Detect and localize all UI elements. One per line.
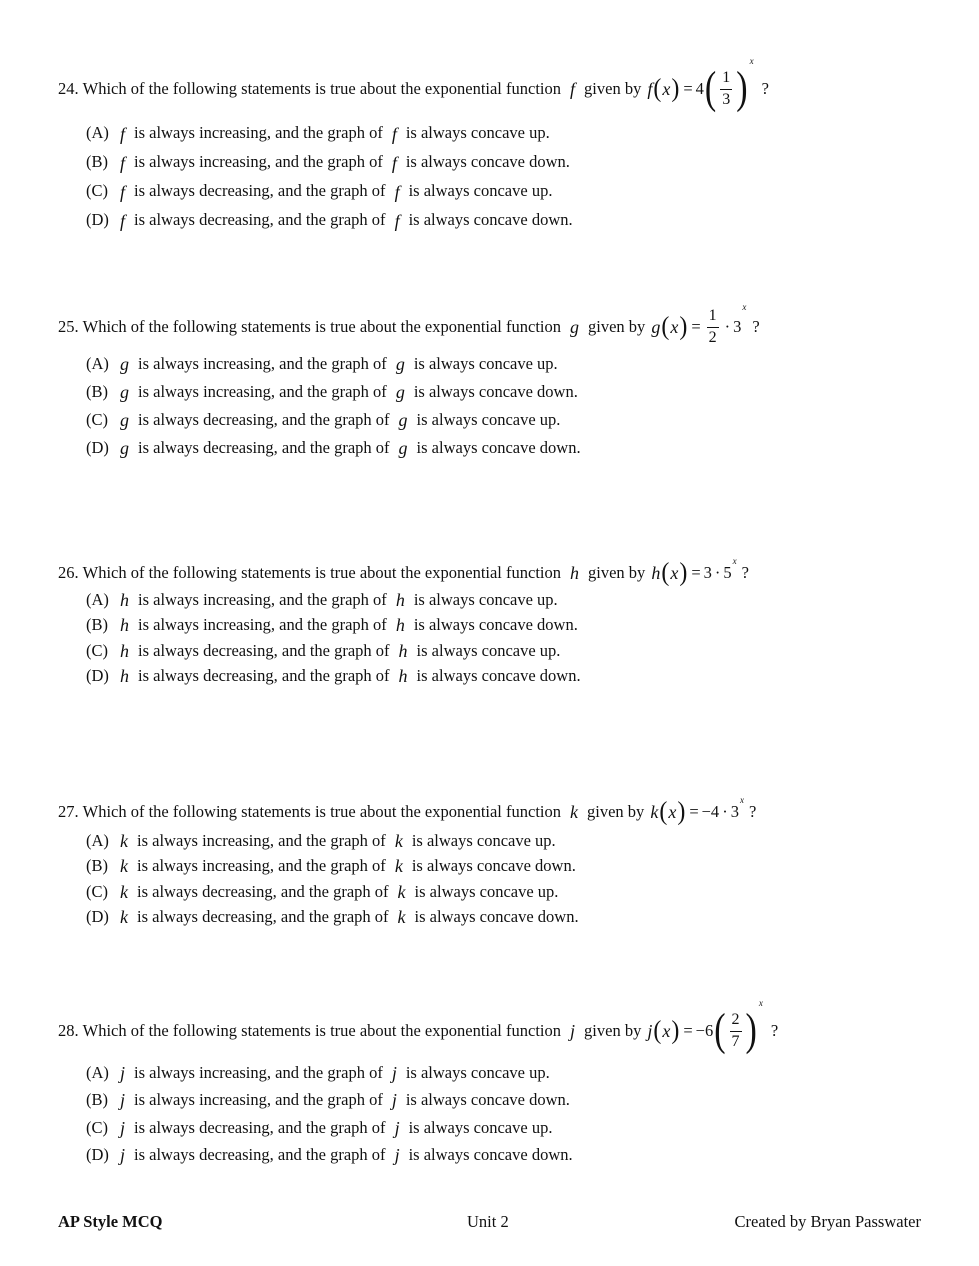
choice-text-end: is always concave up. bbox=[411, 830, 556, 850]
formula-equals: = bbox=[683, 78, 693, 98]
choice-a[interactable] bbox=[86, 828, 938, 854]
formula-base: 3 bbox=[730, 801, 739, 821]
choice-variable: h bbox=[120, 589, 129, 610]
choice-label: (D) bbox=[86, 1145, 109, 1164]
choice-text-end: is always concave down. bbox=[413, 615, 578, 634]
choice-variable: f bbox=[120, 152, 126, 173]
choice-text-end: is always concave down. bbox=[405, 1090, 570, 1109]
choice-variable: k bbox=[397, 881, 406, 902]
choice-text-end: is always concave up. bbox=[416, 409, 561, 429]
choice-text: is always decreasing, and the graph of bbox=[138, 640, 390, 660]
question-number: 27. bbox=[58, 801, 79, 821]
choice-text-end: is always concave down. bbox=[411, 856, 576, 875]
choice-label: (B) bbox=[86, 856, 108, 875]
stem-text: Which of the following statements is true about the exponential function bbox=[82, 78, 562, 98]
choice-label: (A) bbox=[86, 589, 109, 609]
choice-variable: f bbox=[394, 181, 400, 202]
given-by-text: given by bbox=[587, 801, 645, 821]
choice-variable: f bbox=[394, 210, 400, 231]
choice-label: (A) bbox=[86, 1062, 109, 1082]
formula-name: j bbox=[647, 1021, 653, 1041]
choice-text-end: is always concave up. bbox=[413, 353, 558, 373]
choice-text-end: is always concave down. bbox=[414, 907, 579, 926]
choice-variable: k bbox=[120, 907, 128, 928]
formula-fraction bbox=[730, 1011, 742, 1051]
formula-arg: x bbox=[668, 802, 677, 822]
choice-text: is always decreasing, and the graph of bbox=[134, 210, 386, 230]
stem-text: Which of the following statements is true about the exponential function bbox=[82, 1020, 562, 1040]
choice-variable: g bbox=[120, 382, 129, 402]
answer-choices bbox=[86, 1059, 938, 1169]
choice-variable: f bbox=[391, 152, 397, 173]
footer-center: Unit 2 bbox=[467, 1212, 509, 1231]
choice-label: (C) bbox=[86, 1117, 108, 1137]
choice-a[interactable] bbox=[86, 350, 938, 378]
choice-d[interactable] bbox=[86, 905, 938, 931]
choice-text-end: is always concave up. bbox=[413, 589, 558, 609]
choice-variable: h bbox=[120, 615, 129, 636]
choice-d[interactable] bbox=[86, 1142, 938, 1170]
choice-variable: k bbox=[394, 830, 403, 851]
choice-variable: j bbox=[391, 1090, 397, 1111]
question-number: 25. bbox=[58, 316, 79, 336]
choice-b[interactable] bbox=[86, 854, 938, 880]
choice-label: (D) bbox=[86, 210, 109, 230]
fraction-numerator: 1 bbox=[707, 307, 719, 327]
given-by-text: given by bbox=[584, 78, 642, 98]
question-stem bbox=[58, 304, 938, 350]
choice-variable: g bbox=[395, 354, 405, 374]
answer-choices bbox=[86, 587, 938, 689]
choice-variable: j bbox=[391, 1062, 397, 1083]
footer-left: AP Style MCQ bbox=[58, 1212, 163, 1231]
function-formula: f ( x ) = 4 ( $\frac{1}{3}$ ) x bbox=[647, 56, 754, 114]
choice-text: is always increasing, and the graph of bbox=[137, 856, 386, 875]
choice-variable: f bbox=[120, 123, 126, 144]
choice-c[interactable] bbox=[86, 1114, 938, 1142]
choice-text: is always increasing, and the graph of bbox=[138, 615, 387, 634]
question-number: 24. bbox=[58, 78, 79, 98]
choice-text: is always increasing, and the graph of bbox=[138, 589, 387, 609]
choice-variable: j bbox=[120, 1090, 126, 1111]
choice-text: is always decreasing, and the graph of bbox=[134, 1117, 386, 1137]
fraction-denominator: 3 bbox=[722, 90, 731, 108]
choice-label: (C) bbox=[86, 881, 108, 901]
question-25 bbox=[58, 304, 938, 462]
formula-name: k bbox=[650, 802, 659, 822]
choice-text-end: is always concave up. bbox=[414, 881, 559, 901]
choice-text: is always decreasing, and the graph of bbox=[138, 666, 390, 685]
formula-fraction bbox=[707, 307, 719, 347]
choice-c[interactable] bbox=[86, 177, 938, 206]
choice-variable: g bbox=[120, 410, 129, 430]
choice-label: (D) bbox=[86, 666, 109, 685]
fraction-numerator: 1 bbox=[720, 69, 732, 89]
choice-text-end: is always concave up. bbox=[408, 181, 553, 201]
choice-b[interactable] bbox=[86, 613, 938, 639]
question-stem bbox=[58, 56, 938, 114]
choice-variable: g bbox=[120, 438, 129, 458]
formula-coefficient: −4 bbox=[701, 801, 720, 821]
choice-text: is always increasing, and the graph of bbox=[134, 1090, 383, 1109]
choice-c[interactable] bbox=[86, 406, 938, 434]
choice-label: (A) bbox=[86, 353, 109, 373]
function-formula: j ( x ) = −6 ( $\frac{2}{7}$ ) x bbox=[647, 998, 763, 1056]
footer-right: Created by Bryan Passwater bbox=[734, 1212, 921, 1231]
formula-base: 5 bbox=[723, 562, 732, 582]
choice-label: (D) bbox=[86, 437, 109, 457]
choice-variable: f bbox=[120, 181, 126, 202]
question-number: 26. bbox=[58, 562, 79, 582]
function-variable: g bbox=[570, 317, 580, 337]
choice-text-end: is always concave down. bbox=[416, 437, 581, 457]
choice-variable: j bbox=[120, 1062, 126, 1083]
formula-arg: x bbox=[670, 317, 679, 337]
formula-equals: = bbox=[683, 1020, 693, 1040]
stem-text: Which of the following statements is true about the exponential function bbox=[82, 316, 562, 336]
choice-variable: k bbox=[120, 856, 128, 877]
question-mark: ? bbox=[748, 801, 757, 821]
formula-fraction bbox=[720, 69, 732, 109]
question-27 bbox=[58, 795, 938, 930]
choice-label: (B) bbox=[86, 381, 108, 401]
choice-variable: f bbox=[120, 210, 126, 231]
given-by-text: given by bbox=[584, 1020, 642, 1040]
choice-a[interactable] bbox=[86, 119, 938, 148]
choice-b[interactable] bbox=[86, 148, 938, 177]
choice-text: is always increasing, and the graph of bbox=[134, 123, 383, 143]
choice-variable: g bbox=[398, 438, 408, 458]
choice-text: is always increasing, and the graph of bbox=[137, 830, 386, 850]
function-variable: h bbox=[570, 563, 580, 583]
choice-text: is always decreasing, and the graph of bbox=[138, 409, 390, 429]
choice-label: (C) bbox=[86, 181, 108, 201]
answer-choices bbox=[86, 119, 938, 235]
formula-arg: x bbox=[670, 563, 679, 583]
answer-choices bbox=[86, 828, 938, 930]
page-footer bbox=[58, 1212, 921, 1232]
function-variable: k bbox=[570, 802, 579, 822]
choice-text-end: is always concave down. bbox=[405, 152, 570, 172]
formula-equals: = bbox=[689, 801, 699, 821]
formula-coefficient: 4 bbox=[695, 78, 704, 98]
choice-b[interactable] bbox=[86, 378, 938, 406]
choice-d[interactable] bbox=[86, 206, 938, 235]
choice-variable: h bbox=[398, 640, 408, 661]
choice-b[interactable] bbox=[86, 1087, 938, 1115]
formula-exponent: x bbox=[758, 998, 763, 1009]
answer-choices bbox=[86, 350, 938, 462]
question-mark: ? bbox=[752, 316, 760, 336]
fraction-denominator: 7 bbox=[731, 1032, 740, 1050]
choice-d[interactable] bbox=[86, 664, 938, 690]
question-mark: ? bbox=[770, 1020, 779, 1040]
question-stem bbox=[58, 556, 938, 588]
choice-variable: h bbox=[395, 589, 405, 610]
question-stem bbox=[58, 795, 938, 827]
choice-variable: k bbox=[120, 881, 128, 902]
formula-exponent: x bbox=[742, 302, 747, 313]
fraction-denominator: 2 bbox=[708, 328, 717, 346]
choice-variable: h bbox=[395, 615, 405, 636]
choice-text-end: is always concave up. bbox=[408, 1117, 553, 1137]
function-formula: h ( x ) = 3 · 5 x bbox=[651, 556, 737, 588]
choice-text: is always decreasing, and the graph of bbox=[137, 881, 389, 901]
function-formula: g ( x ) = $\frac{1}{2}$ · 3 x bbox=[651, 302, 747, 346]
choice-variable: h bbox=[120, 666, 129, 687]
choice-variable: g bbox=[120, 354, 129, 374]
question-mark: ? bbox=[741, 562, 749, 582]
fraction-numerator: 2 bbox=[730, 1011, 742, 1031]
choice-variable: j bbox=[120, 1145, 126, 1166]
choice-label: (A) bbox=[86, 830, 109, 850]
formula-arg: x bbox=[662, 1021, 671, 1041]
formula-name: g bbox=[651, 317, 661, 337]
choice-a[interactable] bbox=[86, 587, 938, 613]
choice-text: is always decreasing, and the graph of bbox=[134, 181, 386, 201]
choice-c[interactable] bbox=[86, 879, 938, 905]
function-formula: k ( x ) = −4 · 3 x bbox=[650, 795, 744, 827]
choice-text-end: is always concave up. bbox=[416, 640, 561, 660]
formula-name: h bbox=[651, 563, 661, 583]
formula-equals: = bbox=[691, 562, 701, 582]
choice-text-end: is always concave down. bbox=[413, 381, 578, 401]
choice-label: (B) bbox=[86, 152, 108, 172]
given-by-text: given by bbox=[588, 562, 646, 582]
formula-exponent: x bbox=[739, 795, 744, 805]
choice-variable: h bbox=[398, 666, 408, 687]
choice-label: (B) bbox=[86, 1090, 108, 1109]
choice-variable: j bbox=[120, 1117, 126, 1138]
choice-variable: j bbox=[394, 1117, 400, 1138]
function-variable: j bbox=[570, 1021, 576, 1041]
choice-variable: k bbox=[394, 856, 403, 877]
choice-variable: h bbox=[120, 640, 129, 661]
choice-variable: j bbox=[394, 1145, 400, 1166]
question-number: 28. bbox=[58, 1020, 79, 1040]
question-mark: ? bbox=[761, 78, 769, 98]
formula-equals: = bbox=[691, 316, 701, 336]
question-26 bbox=[58, 556, 938, 689]
question-28 bbox=[58, 998, 938, 1169]
formula-coefficient: 3 bbox=[703, 562, 712, 582]
choice-text: is always increasing, and the graph of bbox=[138, 353, 387, 373]
choice-label: (A) bbox=[86, 123, 109, 143]
function-variable: f bbox=[570, 79, 576, 99]
stem-text: Which of the following statements is true about the exponential function bbox=[82, 562, 562, 582]
choice-a[interactable] bbox=[86, 1059, 938, 1087]
choice-c[interactable] bbox=[86, 638, 938, 664]
formula-base: 3 bbox=[733, 316, 742, 336]
formula-dot: · bbox=[714, 562, 721, 582]
formula-name: f bbox=[647, 79, 653, 99]
choice-variable: k bbox=[397, 907, 406, 928]
choice-text: is always increasing, and the graph of bbox=[134, 1062, 383, 1082]
formula-dot: · bbox=[722, 801, 728, 821]
choice-text: is always decreasing, and the graph of bbox=[137, 907, 389, 926]
choice-text-end: is always concave down. bbox=[408, 210, 573, 230]
choice-label: (B) bbox=[86, 615, 108, 634]
formula-exponent: x bbox=[732, 556, 737, 566]
stem-text: Which of the following statements is true about the exponential function bbox=[82, 801, 562, 821]
choice-text-end: is always concave up. bbox=[405, 1062, 550, 1082]
choice-d[interactable] bbox=[86, 434, 938, 462]
choice-variable: g bbox=[395, 382, 405, 402]
choice-variable: f bbox=[391, 123, 397, 144]
choice-label: (C) bbox=[86, 640, 108, 660]
choice-text-end: is always concave down. bbox=[416, 666, 581, 685]
choice-text-end: is always concave down. bbox=[408, 1145, 573, 1164]
choice-label: (D) bbox=[86, 907, 109, 926]
formula-coefficient: −6 bbox=[695, 1020, 714, 1040]
given-by-text: given by bbox=[588, 316, 646, 336]
choice-text: is always increasing, and the graph of bbox=[138, 381, 387, 401]
choice-text-end: is always concave up. bbox=[405, 123, 550, 143]
choice-text: is always increasing, and the graph of bbox=[134, 152, 383, 172]
choice-label: (C) bbox=[86, 409, 108, 429]
choice-text: is always decreasing, and the graph of bbox=[138, 437, 390, 457]
formula-arg: x bbox=[662, 79, 671, 99]
question-stem bbox=[58, 998, 938, 1056]
choice-variable: k bbox=[120, 830, 128, 851]
formula-exponent: x bbox=[749, 56, 754, 67]
choice-text: is always decreasing, and the graph of bbox=[134, 1145, 386, 1164]
formula-dot: · bbox=[724, 316, 731, 336]
choice-variable: g bbox=[398, 410, 408, 430]
question-24 bbox=[58, 56, 938, 235]
